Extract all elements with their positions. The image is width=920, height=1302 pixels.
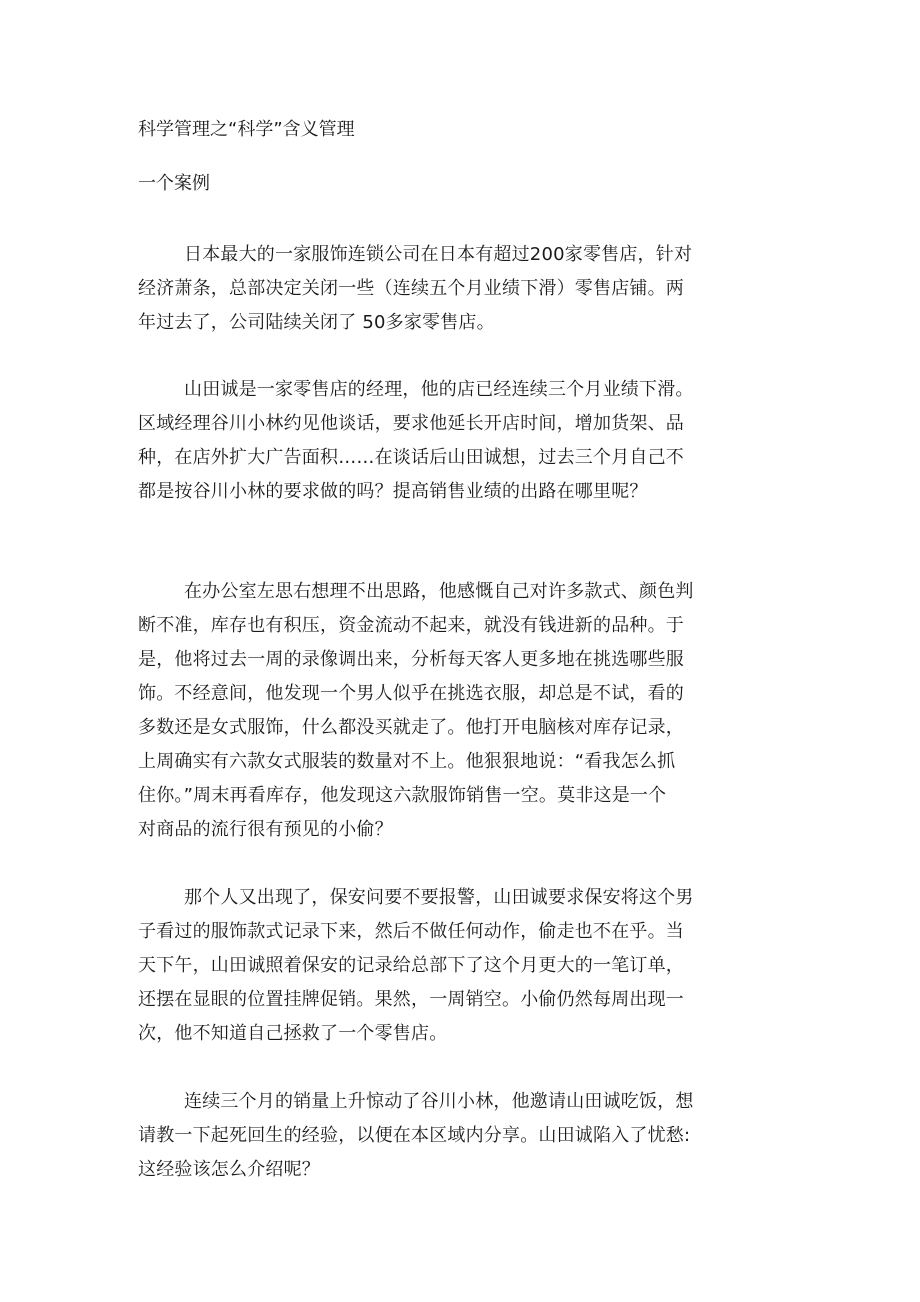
paragraph-3 [138,575,750,847]
paragraph-line: 子看过的服饰款式记录下来，然后不做任何动作，偷走也不在乎。当 [138,921,684,942]
paragraph-line: 饰。不经意间，他发现一个男人似乎在挑选衣服，却总是不试，看的 [138,683,684,704]
paragraph-1 [138,238,750,340]
paragraph-line: 断不准，库存也有积压，资金流动不起来，就没有钱进新的品种。于 [138,615,684,636]
paragraph-line: 多数还是女式服饰，什么都没买就走了。他打开电脑核对库存记录， [138,717,684,738]
paragraph-line: 都是按谷川小林的要求做的吗？提高销售业绩的出路在哪里呢？ [138,481,648,502]
paragraph-line: 住你。”周末再看库存，他发现这六款服饰销售一空。莫非这是一个 [138,785,667,806]
paragraph-line: 这经验该怎么介绍呢？ [138,1159,320,1180]
document-title: 科学管理之“科学”含义管理 [138,119,355,140]
paragraph-line: 区域经理谷川小林约见他谈话，要求他延长开店时间，增加货架、品 [138,413,684,434]
paragraph-line: 种，在店外扩大广告面积……在谈话后山田诚想，过去三个月自己不 [138,447,684,468]
paragraph-line: 连续三个月的销量上升惊动了谷川小林，他邀请山田诚吃饭，想 [184,1091,694,1112]
paragraph-line: 请教一下起死回生的经验，以便在本区域内分享。山田诚陷入了忧愁: [138,1125,691,1146]
paragraph-line: 次，他不知道自己拯救了一个零售店。 [138,1023,448,1044]
document-subtitle: 一个案例 [138,173,210,194]
paragraph-line: 对商品的流行很有预见的小偷？ [138,819,393,840]
paragraph-line: 还摆在显眼的位置挂牌促销。果然，一周销空。小偷仍然每周出现一 [138,989,684,1010]
paragraph-line: 山田诚是一家零售店的经理，他的店已经连续三个月业绩下滑。 [184,379,694,400]
paragraph-4 [138,881,750,1051]
paragraph-line: 是，他将过去一周的录像调出来，分析每天客人更多地在挑选哪些服 [138,649,684,670]
paragraph-line: 在办公室左思右想理不出思路，他感慨自己对许多款式、颜色判 [184,581,694,602]
paragraph-line: 那个人又出现了，保安问要不要报警，山田诚要求保安将这个男 [184,887,694,908]
paragraph-line: 天下午，山田诚照着保安的记录给总部下了这个月更大的一笔订单， [138,955,684,976]
paragraph-line: 上周确实有六款女式服装的数量对不上。他狠狠地说：“看我怎么抓 [138,751,676,772]
paragraph-line: 日本最大的一家服饰连锁公司在日本有超过200家零售店，针对 [184,244,693,265]
paragraph-line: 年过去了，公司陆续关闭了 50多家零售店。 [138,312,495,333]
paragraph-line: 经济萧条，总部决定关闭一些（连续五个月业绩下滑）零售店铺。两 [138,278,684,299]
paragraph-2 [138,373,750,509]
paragraph-5 [138,1085,750,1187]
